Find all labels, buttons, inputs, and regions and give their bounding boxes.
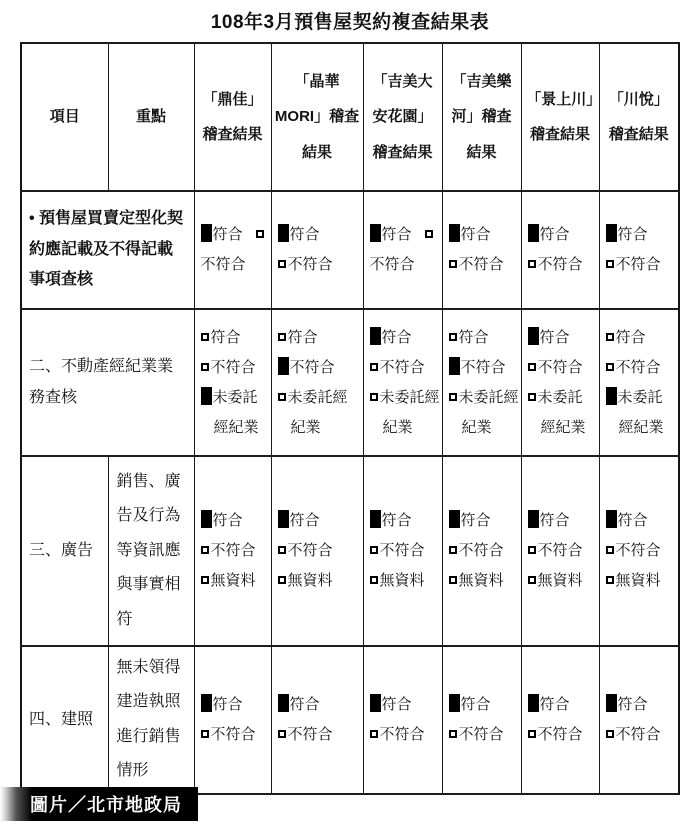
option-label: 不符合 bbox=[289, 358, 335, 376]
checkbox-option bbox=[449, 226, 491, 243]
option-line bbox=[449, 566, 519, 596]
inline-options bbox=[201, 226, 266, 273]
checkbox-option bbox=[449, 572, 504, 589]
option-label: 無資料 bbox=[537, 572, 583, 589]
option-line bbox=[370, 506, 440, 536]
option-label: 符合 bbox=[289, 512, 320, 529]
checkbox-checked-icon bbox=[278, 357, 289, 375]
checkbox-option bbox=[449, 512, 491, 529]
option-label: 不符合 bbox=[379, 358, 425, 376]
item-cell: 四、建照 bbox=[21, 646, 108, 794]
checkbox-option bbox=[201, 389, 259, 436]
option-line bbox=[278, 383, 361, 443]
checkbox-option bbox=[278, 512, 320, 529]
checkbox-unchecked-icon bbox=[528, 730, 536, 738]
checkbox-unchecked-icon bbox=[449, 730, 457, 738]
checkbox-option bbox=[528, 389, 586, 436]
checkbox-unchecked-icon bbox=[370, 393, 378, 401]
option-line bbox=[201, 690, 269, 720]
option-line bbox=[449, 506, 519, 536]
checkbox-option bbox=[201, 726, 256, 743]
result-cell bbox=[363, 309, 442, 456]
option-label: 無資料 bbox=[287, 572, 333, 589]
checkbox-unchecked-icon bbox=[528, 393, 536, 401]
option-line bbox=[528, 250, 597, 280]
checkbox-unchecked-icon bbox=[278, 730, 286, 738]
option-line bbox=[528, 566, 597, 596]
checkbox-option bbox=[278, 226, 320, 243]
header-cell: 「川悅」稽查結果 bbox=[599, 43, 679, 191]
checkbox-option bbox=[606, 726, 661, 743]
option-label: 不符合 bbox=[615, 725, 661, 743]
image-credit-badge: 圖片／北市地政局 bbox=[0, 787, 198, 821]
result-cell bbox=[442, 309, 521, 456]
checkbox-unchecked-icon bbox=[528, 260, 536, 268]
option-label: 不符合 bbox=[379, 725, 425, 743]
option-line bbox=[606, 250, 677, 280]
checkbox-unchecked-icon bbox=[201, 363, 209, 371]
checkbox-checked-icon bbox=[606, 224, 617, 242]
checkbox-checked-icon bbox=[449, 510, 460, 528]
option-label: 不符合 bbox=[537, 542, 583, 559]
checkbox-option bbox=[449, 359, 506, 376]
option-label: 不符合 bbox=[210, 542, 256, 559]
option-label: 符合 bbox=[212, 226, 243, 243]
option-label: 不符合 bbox=[210, 358, 256, 376]
option-line bbox=[449, 220, 519, 250]
option-label: 符合 bbox=[539, 695, 570, 713]
option-label: 不符合 bbox=[537, 358, 583, 376]
checkbox-checked-icon bbox=[278, 224, 289, 242]
result-cell bbox=[521, 309, 599, 456]
checkbox-checked-icon bbox=[449, 694, 460, 712]
checkbox-unchecked-icon bbox=[528, 363, 536, 371]
keypoint-cell: 無未領得建造執照進行銷售情形 bbox=[108, 646, 194, 794]
checkbox-checked-icon bbox=[278, 694, 289, 712]
checkbox-unchecked-icon bbox=[606, 260, 614, 268]
header-cell: 「吉美樂河」稽查結果 bbox=[442, 43, 521, 191]
option-line bbox=[528, 220, 597, 250]
option-label: 不符合 bbox=[460, 358, 506, 376]
checkbox-option bbox=[201, 359, 256, 376]
checkbox-unchecked-icon bbox=[528, 576, 536, 584]
item-cell: 二、不動產經紀業業務查核 bbox=[21, 309, 194, 456]
checkbox-checked-icon bbox=[370, 224, 381, 242]
checkbox-checked-icon bbox=[606, 694, 617, 712]
checkbox-unchecked-icon bbox=[278, 576, 286, 584]
checkbox-option bbox=[528, 542, 583, 559]
header-cell: 項目 bbox=[21, 43, 108, 191]
option-line bbox=[370, 383, 440, 443]
checkbox-option bbox=[278, 726, 333, 743]
table-body bbox=[21, 191, 679, 794]
result-cell bbox=[599, 191, 679, 309]
option-label: 符合 bbox=[210, 328, 241, 346]
option-line bbox=[449, 383, 519, 443]
checkbox-unchecked-icon bbox=[201, 730, 209, 738]
option-line bbox=[370, 323, 440, 353]
option-label: 符合 bbox=[617, 512, 648, 529]
option-line bbox=[528, 690, 597, 720]
page-title: 108年3月預售屋契約複查結果表 bbox=[210, 12, 490, 33]
checkbox-unchecked-icon bbox=[278, 393, 286, 401]
checkbox-checked-icon bbox=[201, 387, 212, 405]
option-line bbox=[606, 220, 677, 250]
table-row bbox=[21, 191, 679, 309]
result-cell bbox=[194, 456, 271, 646]
option-label: 無資料 bbox=[458, 572, 504, 589]
option-line bbox=[606, 720, 677, 750]
option-line bbox=[278, 220, 361, 250]
option-line bbox=[606, 690, 677, 720]
option-label: 符合 bbox=[539, 328, 570, 346]
checkbox-checked-icon bbox=[528, 327, 539, 345]
checkbox-unchecked-icon bbox=[449, 333, 457, 341]
checkbox-option bbox=[449, 726, 504, 743]
option-label: 未委託經紀業 bbox=[458, 388, 519, 436]
result-cell bbox=[442, 456, 521, 646]
option-label: 不符合 bbox=[369, 256, 415, 273]
option-label: 符合 bbox=[381, 328, 412, 346]
table-row bbox=[21, 309, 679, 456]
option-line bbox=[370, 566, 440, 596]
checkbox-option bbox=[278, 329, 318, 346]
option-line bbox=[278, 323, 361, 353]
option-label: 符合 bbox=[212, 512, 243, 529]
checkbox-option bbox=[370, 696, 412, 713]
option-label: 無資料 bbox=[379, 572, 425, 589]
checkbox-checked-icon bbox=[449, 224, 460, 242]
checkbox-option bbox=[201, 542, 256, 559]
option-line bbox=[528, 536, 597, 566]
checkbox-checked-icon bbox=[370, 694, 381, 712]
checkbox-unchecked-icon bbox=[201, 546, 209, 554]
option-label: 符合 bbox=[460, 226, 491, 243]
option-line bbox=[449, 536, 519, 566]
checkbox-unchecked-icon bbox=[425, 230, 433, 238]
checkbox-option bbox=[606, 359, 661, 376]
header-cell: 「景上川」稽查結果 bbox=[521, 43, 599, 191]
option-label: 不符合 bbox=[287, 256, 333, 273]
option-label: 符合 bbox=[458, 328, 489, 346]
header-cell: 重點 bbox=[108, 43, 194, 191]
checkbox-option bbox=[201, 696, 243, 713]
option-line bbox=[278, 690, 361, 720]
option-line bbox=[201, 323, 269, 353]
checkbox-option bbox=[278, 572, 333, 589]
checkbox-option bbox=[606, 696, 648, 713]
option-line bbox=[201, 353, 269, 383]
result-cell bbox=[363, 646, 442, 794]
checkbox-checked-icon bbox=[201, 510, 212, 528]
checkbox-option bbox=[528, 696, 570, 713]
checkbox-option bbox=[278, 256, 333, 273]
option-label: 符合 bbox=[539, 512, 570, 529]
option-line bbox=[278, 353, 361, 383]
option-label: 不符合 bbox=[537, 725, 583, 743]
option-label: 不符合 bbox=[615, 542, 661, 559]
option-label: 符合 bbox=[289, 695, 320, 713]
option-line bbox=[201, 536, 269, 566]
checkbox-unchecked-icon bbox=[449, 393, 457, 401]
option-line bbox=[606, 536, 677, 566]
option-label: 符合 bbox=[381, 695, 412, 713]
option-line bbox=[201, 383, 269, 443]
option-label: 符合 bbox=[287, 328, 318, 346]
option-line bbox=[606, 353, 677, 383]
result-cell bbox=[363, 191, 442, 309]
result-cell bbox=[442, 646, 521, 794]
option-line bbox=[528, 383, 597, 443]
option-label: 無資料 bbox=[615, 572, 661, 589]
option-line bbox=[449, 323, 519, 353]
checkbox-option bbox=[278, 696, 320, 713]
option-line bbox=[606, 323, 677, 353]
checkbox-option bbox=[528, 359, 583, 376]
option-line bbox=[201, 566, 269, 596]
checkbox-checked-icon bbox=[449, 357, 460, 375]
checkbox-option bbox=[449, 542, 504, 559]
item-cell: • 預售屋買賣定型化契約應記載及不得記載事項查核 bbox=[21, 191, 194, 309]
option-label: 符合 bbox=[460, 695, 491, 713]
checkbox-option bbox=[606, 572, 661, 589]
checkbox-option bbox=[528, 256, 583, 273]
checkbox-checked-icon bbox=[606, 387, 617, 405]
result-cell bbox=[271, 309, 363, 456]
checkbox-option bbox=[606, 542, 661, 559]
checkbox-checked-icon bbox=[528, 510, 539, 528]
checkbox-option bbox=[606, 389, 664, 436]
result-cell bbox=[521, 646, 599, 794]
checkbox-option bbox=[370, 512, 412, 529]
option-line bbox=[606, 506, 677, 536]
checkbox-option bbox=[528, 329, 570, 346]
header-cell: 「吉美大安花園」稽查結果 bbox=[363, 43, 442, 191]
checkbox-option bbox=[370, 226, 412, 243]
option-line bbox=[201, 720, 269, 750]
checkbox-unchecked-icon bbox=[201, 333, 209, 341]
option-label: 未委託經紀業 bbox=[287, 388, 348, 436]
option-line bbox=[278, 566, 361, 596]
option-line bbox=[278, 720, 361, 750]
option-label: 未委託經紀業 bbox=[379, 388, 440, 436]
checkbox-checked-icon bbox=[606, 510, 617, 528]
checkbox-option bbox=[370, 329, 412, 346]
keypoint-cell: 銷售、廣告及行為等資訊應與事實相符 bbox=[108, 456, 194, 646]
result-cell bbox=[521, 456, 599, 646]
checkbox-option bbox=[528, 726, 583, 743]
table-row bbox=[21, 456, 679, 646]
checkbox-unchecked-icon bbox=[606, 576, 614, 584]
inline-options bbox=[370, 226, 435, 273]
option-label: 符合 bbox=[539, 226, 570, 243]
option-label: 不符合 bbox=[458, 542, 504, 559]
option-line bbox=[370, 536, 440, 566]
checkbox-checked-icon bbox=[278, 510, 289, 528]
option-label: 未委託經紀業 bbox=[212, 388, 259, 436]
header-cell: 「鼎佳」稽查結果 bbox=[194, 43, 271, 191]
option-label: 不符合 bbox=[379, 542, 425, 559]
item-cell: 三、廣告 bbox=[21, 456, 108, 646]
option-line bbox=[278, 536, 361, 566]
checkbox-option bbox=[370, 359, 425, 376]
option-line bbox=[370, 690, 440, 720]
option-label: 符合 bbox=[615, 328, 646, 346]
option-label: 不符合 bbox=[458, 256, 504, 273]
checkbox-unchecked-icon bbox=[370, 546, 378, 554]
checkbox-checked-icon bbox=[528, 224, 539, 242]
result-cell bbox=[599, 309, 679, 456]
checkbox-option bbox=[606, 512, 648, 529]
checkbox-checked-icon bbox=[370, 327, 381, 345]
result-cell bbox=[271, 191, 363, 309]
option-line bbox=[606, 383, 677, 443]
option-line bbox=[278, 506, 361, 536]
checkbox-unchecked-icon bbox=[370, 730, 378, 738]
header-row bbox=[21, 43, 679, 191]
result-cell bbox=[442, 191, 521, 309]
result-cell bbox=[194, 309, 271, 456]
option-line bbox=[528, 323, 597, 353]
checkbox-option bbox=[606, 329, 646, 346]
option-label: 不符合 bbox=[287, 725, 333, 743]
option-label: 符合 bbox=[212, 695, 243, 713]
checkbox-unchecked-icon bbox=[449, 260, 457, 268]
checkbox-option bbox=[449, 329, 489, 346]
checkbox-unchecked-icon bbox=[278, 333, 286, 341]
checkbox-option bbox=[201, 572, 256, 589]
option-label: 符合 bbox=[460, 512, 491, 529]
checkbox-unchecked-icon bbox=[606, 363, 614, 371]
checkbox-unchecked-icon bbox=[606, 730, 614, 738]
checkbox-option bbox=[370, 572, 425, 589]
option-label: 無資料 bbox=[210, 572, 256, 589]
option-line bbox=[449, 720, 519, 750]
checkbox-unchecked-icon bbox=[528, 546, 536, 554]
option-label: 符合 bbox=[617, 695, 648, 713]
checkbox-option bbox=[370, 542, 425, 559]
option-line bbox=[449, 250, 519, 280]
checkbox-option bbox=[449, 256, 504, 273]
result-cell bbox=[599, 646, 679, 794]
checkbox-option bbox=[370, 726, 425, 743]
checkbox-checked-icon bbox=[201, 694, 212, 712]
result-cell bbox=[271, 646, 363, 794]
option-label: 不符合 bbox=[615, 256, 661, 273]
checkbox-option bbox=[449, 696, 491, 713]
option-line bbox=[449, 353, 519, 383]
option-line bbox=[370, 353, 440, 383]
checkbox-unchecked-icon bbox=[370, 363, 378, 371]
option-line bbox=[528, 720, 597, 750]
result-cell bbox=[363, 456, 442, 646]
option-line bbox=[606, 566, 677, 596]
option-line bbox=[201, 506, 269, 536]
option-label: 不符合 bbox=[615, 358, 661, 376]
option-line bbox=[278, 250, 361, 280]
option-line bbox=[528, 353, 597, 383]
checkbox-option bbox=[528, 226, 570, 243]
checkbox-option bbox=[278, 359, 335, 376]
option-line bbox=[528, 506, 597, 536]
result-cell bbox=[194, 646, 271, 794]
table-row bbox=[21, 646, 679, 794]
checkbox-option bbox=[370, 389, 440, 436]
option-label: 不符合 bbox=[287, 542, 333, 559]
option-line bbox=[370, 720, 440, 750]
option-label: 符合 bbox=[617, 226, 648, 243]
checkbox-unchecked-icon bbox=[201, 576, 209, 584]
option-label: 符合 bbox=[381, 512, 412, 529]
checkbox-option bbox=[449, 389, 519, 436]
checkbox-option bbox=[201, 226, 243, 243]
option-label: 未委託經紀業 bbox=[617, 388, 664, 436]
checkbox-option bbox=[528, 572, 583, 589]
checkbox-checked-icon bbox=[528, 694, 539, 712]
checkbox-unchecked-icon bbox=[370, 576, 378, 584]
checkbox-option bbox=[278, 542, 333, 559]
option-label: 符合 bbox=[289, 226, 320, 243]
option-label: 不符合 bbox=[200, 256, 246, 273]
checkbox-checked-icon bbox=[370, 510, 381, 528]
option-label: 未委託經紀業 bbox=[537, 388, 586, 436]
result-cell bbox=[194, 191, 271, 309]
checkbox-option bbox=[201, 512, 243, 529]
header-cell: 「晶華MORI」稽查結果 bbox=[271, 43, 363, 191]
result-cell bbox=[271, 456, 363, 646]
option-label: 不符合 bbox=[210, 725, 256, 743]
checkbox-unchecked-icon bbox=[449, 546, 457, 554]
checkbox-option bbox=[606, 226, 648, 243]
checkbox-option bbox=[528, 512, 570, 529]
option-line bbox=[449, 690, 519, 720]
result-cell bbox=[521, 191, 599, 309]
checkbox-unchecked-icon bbox=[256, 230, 264, 238]
result-cell bbox=[599, 456, 679, 646]
option-label: 不符合 bbox=[458, 725, 504, 743]
checkbox-checked-icon bbox=[201, 224, 212, 242]
checkbox-option bbox=[201, 329, 241, 346]
checkbox-unchecked-icon bbox=[278, 546, 286, 554]
checkbox-unchecked-icon bbox=[606, 333, 614, 341]
checkbox-unchecked-icon bbox=[278, 260, 286, 268]
option-label: 不符合 bbox=[537, 256, 583, 273]
checkbox-option bbox=[606, 256, 661, 273]
option-label: 符合 bbox=[381, 226, 412, 243]
results-table bbox=[20, 42, 680, 795]
checkbox-unchecked-icon bbox=[449, 576, 457, 584]
checkbox-option bbox=[278, 389, 348, 436]
checkbox-unchecked-icon bbox=[606, 546, 614, 554]
